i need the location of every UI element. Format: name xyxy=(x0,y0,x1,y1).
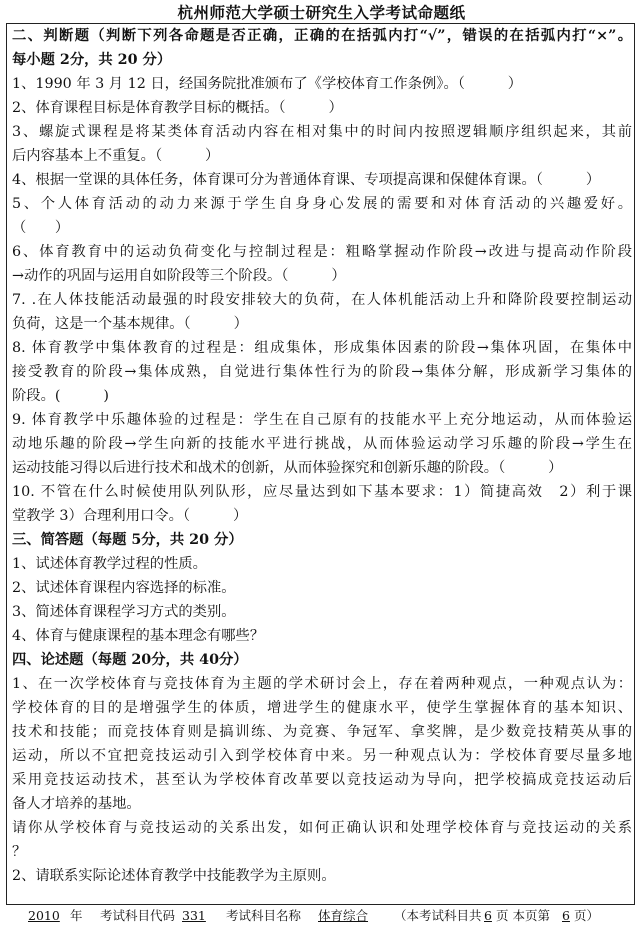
short-question-4: 4、体育与健康课程的基本理念有哪些？ xyxy=(12,628,265,644)
tf-question-1: 1、1990 年 3 月 12 日，经国务院批准颁布了《学校体育工作条例》。（ ） xyxy=(12,76,523,92)
essay-question-1-prompt: 请你从学校体育与竞技运动的关系出发，如何正确认识和处理学校体育与竞技运动的关系 xyxy=(12,820,632,836)
essay-question-2: 2、请联系实际论述体育教学中技能教学为主原则。 xyxy=(12,868,336,884)
tf-question-4: 4、根据一堂课的具体任务，体育课可分为普通体育课、专项提高课和保健体育课。（ ） xyxy=(12,172,601,188)
tf-question-7: 7. .在人体技能活动最强的时段安排较大的负荷，在人体机能活动上升和降阶段要控制运动 xyxy=(12,292,632,308)
tf-question-9: 9. 体育教学中乐趣体验的过程是：学生在自己原有的技能水平上充分地运动，从而体验运 xyxy=(12,412,632,428)
page-footer xyxy=(0,907,643,925)
footer-code-label: 考试科目代码 xyxy=(100,908,176,923)
page-title: 杭州师范大学硕士研究生入学考试命题纸 xyxy=(177,4,466,22)
tf-question-8-cont: 接受教育的阶段→集体成熟，自觉进行集体性行为的阶段→集体分解，形成新学习集体的 xyxy=(12,364,632,380)
essay-question-1-line5: 采用竞技运动技术，甚至认为学校体育改革要以竞技运动为导向，把学校搞成竞技运动后 xyxy=(12,772,632,788)
tf-question-9-cont: 动地乐趣的阶段→学生向新的技能水平进行挑战，从而体验运动学习乐趣的阶段→学生在 xyxy=(12,436,632,452)
tf-question-3: 3、螺旋式课程是将某类体育活动内容在相对集中的时间内按照逻辑顺序组织起来，其前 xyxy=(12,124,632,140)
footer-pages-suffix: 页） xyxy=(574,908,600,923)
short-question-3: 3、简述体育课程学习方式的类别。 xyxy=(12,604,236,620)
tf-question-6: 6、体育教育中的运动负荷变化与控制过程是：粗略掌握动作阶段→改进与提高动作阶段 xyxy=(12,244,632,260)
tf-question-2: 2、体育课程目标是体育教学目标的概括。（ ） xyxy=(12,100,343,116)
footer-total-pages: 6 xyxy=(484,908,492,923)
tf-question-5: 5、个人体育活动的动力来源于学生自身身心发展的需要和对体育活动的兴趣爱好。 xyxy=(12,196,632,212)
section2-heading-cont: 每小题 2分，共 20 分） xyxy=(12,52,172,68)
essay-question-1-line2: 学校体育的目的是增强学生的体质，增进学生的健康水平，使学生掌握体育的基本知识、 xyxy=(12,700,632,716)
footer-subject-code: 331 xyxy=(182,908,206,923)
footer-pages-mid: 页 本页第 xyxy=(496,908,550,923)
tf-question-10-cont: 堂教学 3）合理利用口令。（ ） xyxy=(12,508,248,524)
essay-question-1: 1、在一次学校体育与竞技体育为主题的学术研讨会上，存在着两种观点，一种观点认为： xyxy=(12,676,632,692)
tf-question-7-cont: 负荷，这是一个基本规律。（ ） xyxy=(12,316,248,332)
essay-question-1-prompt-end: ？ xyxy=(12,844,27,860)
essay-question-1-line4: 运动，所以不宜把竞技运动引入到学校体育中来。另一种观点认为：学校体育要尽量多地 xyxy=(12,748,632,764)
tf-question-9-end: 运动技能习得以后进行技术和战术的创新，从而体验探究和创新乐趣的阶段。（ ） xyxy=(12,460,563,476)
tf-question-5-cont: （ ） xyxy=(12,220,70,236)
essay-question-1-line3: 技术和技能；而竞技体育则是搞训练、为竞赛、争冠军、拿奖牌，是少数竞技精英从事的 xyxy=(12,724,632,740)
short-question-2: 2、试述体育课程内容选择的标准。 xyxy=(12,580,236,596)
section2-heading: 二、判断题（判断下列各命题是否正确，正确的在括弧内打“√”，错误的在括弧内打“×”。 xyxy=(12,28,632,44)
tf-question-10: 10. 不管在什么时候使用队列队形，应尽量达到如下基本要求：1）简捷高效 2）利于课 xyxy=(12,484,632,500)
footer-name-label: 考试科目名称 xyxy=(226,908,302,923)
section3-heading: 三、简答题（每题 5分，共 20 分） xyxy=(12,532,243,548)
footer-year: 2010 xyxy=(28,908,60,923)
section4-heading: 四、论述题（每题 20分，共 40分） xyxy=(12,652,248,668)
footer-subject-name: 体育综合 xyxy=(318,908,369,923)
short-question-1: 1、试述体育教学过程的性质。 xyxy=(12,556,207,572)
tf-question-8: 8. 体育教学中集体教育的过程是：组成集体，形成集体因素的阶段→集体巩固，在集体中 xyxy=(12,340,632,356)
essay-question-1-line6: 备人才培养的基地。 xyxy=(12,796,141,812)
footer-page-number: 6 xyxy=(562,908,570,923)
footer-year-label: 年 xyxy=(70,908,83,923)
tf-question-6-cont: →动作的巩固与运用自如阶段等三个阶段。（ ） xyxy=(12,268,346,284)
tf-question-3-cont: 后内容基本上不重复。（ ） xyxy=(12,148,220,164)
tf-question-8-end: 阶段。( ) xyxy=(12,388,109,404)
footer-pages-prefix: （本考试科目共 xyxy=(394,908,482,923)
